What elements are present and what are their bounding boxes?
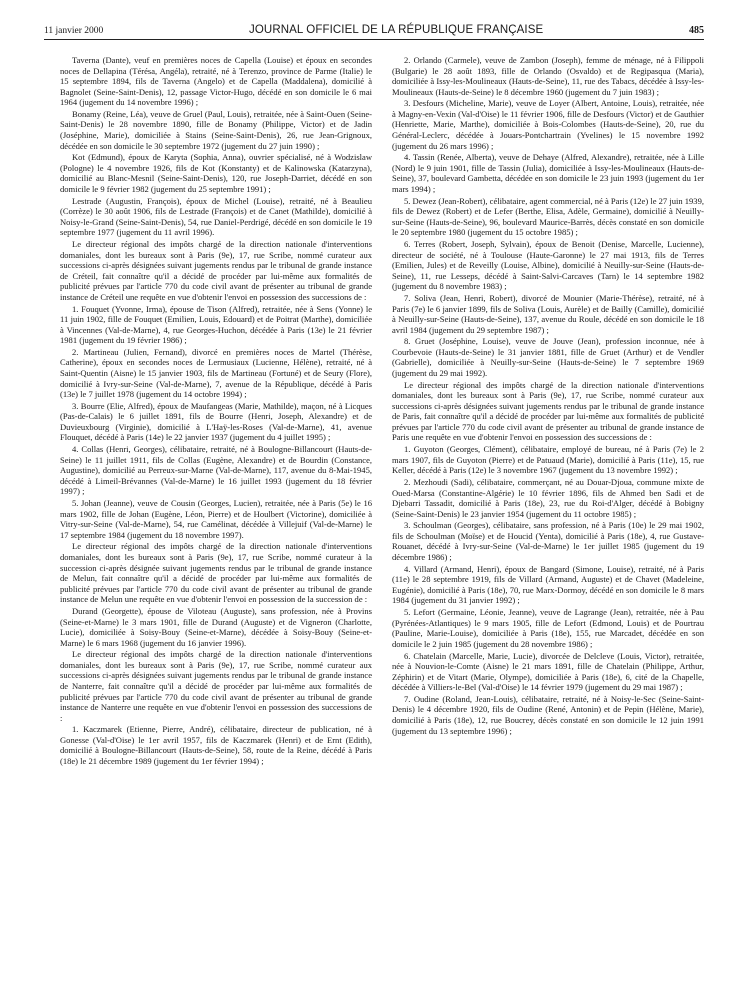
paragraph: Le directeur régional des impôts chargé de la direction nationale d'interventions domaniales, dont les bureaux sont à Paris (9e), 17, rue Scribe, nommé curateur aux successions ci-après désignées suivant jugements rendus par le tribunal de grande instance de Paris, fait connaître qu'il a décidé de procéder par lui-même aux formalités de publicité prévues par l'article 770 du code civil avant de présenter au tribunal de grande instance de Paris une requête en vue d'obtenir l'envoi en possession des successions de : xyxy=(392,379,704,443)
paragraph: 5. Johan (Jeanne), veuve de Cousin (Georges, Lucien), retraitée, née à Paris (5e) le 16 mars 1902, fille de Johan (Eugène, Léon, Pierre) et de Houlbert (Victorine), domiciliée à Vitry-sur-Seine (Val-de-Marne), 54, rue Camélinat, décédée à Villejuif (Val-de-Marne) le 17 septembre 1984 (jugement du 18 novembre 1997). xyxy=(60,498,372,540)
paragraph: Durand (Georgette), épouse de Viloteau (Auguste), sans profession, née à Provins (Seine-et-Marne) le 3 mars 1901, fille de Durand (Auguste) et de Vigneron (Charlotte, Lucie), domiciliée à Soisy-Bouy (Seine-et-Marne), décédée à Soisy-Bouy (Seine-et-Marne) le 6 mars 1968 (jugement du 16 janvier 1996). xyxy=(60,605,372,648)
paragraph: 6. Terres (Robert, Joseph, Sylvain), époux de Benoit (Denise, Marcelle, Lucienne), directeur de société, né à Toulouse (Haute-Garonne) le 27 mai 1913, fils de Terres (Emilien, Jules) et de Reveilly (Louise, Albine), domicilié à Neuilly-sur-Seine (Hauts-de-Seine), 11, rue Lesseps, décédé à Saint-Salvi-Carcaves (Tarn) le 14 septembre 1982 (jugement du 8 novembre 1983) ; xyxy=(392,239,704,292)
paragraph: 1. Fouquet (Yvonne, Irma), épouse de Tison (Alfred), retraitée, née à Sens (Yonne) le 11 juin 1902, fille de Fouquet (Emilien, Louis, Edouard) et de Poitrat (Marthe), domiciliée à Vincennes (Val-de-Marne), 4, rue Georges-Huchon, décédée à Paris (13e) le 21 février 1981 (jugement du 19 février 1986) ; xyxy=(60,303,372,346)
paragraph: Kot (Edmund), époux de Karyta (Sophia, Anna), ouvrier spécialisé, né à Wodzislaw (Pologne) le 4 novembre 1926, fils de Kot (Konstanty) et de Kalinowska (Katarzyna), domicilié au Blanc-Mesnil (Seine-Saint-Denis), 120, rue Joseph-Darriet, décédé en son domicile le 9 février 1982 (jugement du 25 septembre 1991) ; xyxy=(60,152,372,194)
paragraph: 3. Schoulman (Georges), célibataire, sans profession, né à Paris (10e) le 29 mai 1902, fils de Schoulman (Moïse) et de Houcid (Yenta), domicilié à Paris (18e), 4, rue Gustave-Rouanet, décédé à Ivry-sur-Seine (Val-de-Marne) le 1er juillet 1985 (jugement du 19 décembre 1986) ; xyxy=(392,520,704,563)
text-columns xyxy=(60,55,704,980)
paragraph: 6. Chatelain (Marcelle, Marie, Lucie), divorcée de Delcleve (Louis, Victor), retraitée, née à Nouvion-le-Comte (Aisne) le 21 mars 1891, fille de Chatelain (Philippe, Arthur, Zéphirin) et de Vitart (Marie, Olympe), domiciliée à Paris (18e), 6, cité de la Chapelle, décédée à Villiers-le-Bel (Val-d'Oise) le 14 février 1979 (jugement du 29 mai 1987) ; xyxy=(392,650,704,693)
paragraph: 3. Bourre (Elie, Alfred), époux de Maufangeas (Marie, Mathilde), maçon, né à Licques (Pas-de-Calais) le 6 juillet 1891, fils de Bourre (Henri, Joseph, Alexandre) et de Duvieuxbourg (Virginie), domicilié à L'Haÿ-les-Roses (Val-de-Marne), 41, avenue Flouquet, décédé à Paris (14e) le 22 janvier 1937 (jugement du 4 juillet 1995) ; xyxy=(60,400,372,443)
paragraph: Le directeur régional des impôts chargé de la direction nationale d'interventions domaniales, dont les bureaux sont à Paris (9e), 17, rue Scribe, nommé curateur à la succession ci-après désignée suivant jugements rendus par le tribunal de grande instance de Melun, fait connaître qu'il a décidé de procéder par lui-même aux formalités de publicité prévues par l'article 770 du code civil avant de présenter au tribunal de grande instance de Melun une requête en vue d'obtenir l'envoi en possession de la succession de : xyxy=(60,541,372,605)
paragraph: 8. Gruet (Joséphine, Louise), veuve de Jouve (Jean), profession inconnue, née à Courbevoie (Hauts-de-Seine) le 31 janvier 1881, fille de Gruet (Arthur) et de Vendler (Gabrielle), domiciliée à Neuilly-sur-Seine (Hauts-de-Seine) le 7 septembre 1969 (jugement du 29 mai 1992). xyxy=(392,336,704,378)
paragraph: 4. Collas (Henri, Georges), célibataire, retraité, né à Boulogne-Billancourt (Hauts-de-Seine) le 11 juillet 1911, fils de Collas (Eugène, Alexandre) et de Bourdin (Constance, Augustine), domicilié au Perreux-sur-Marne (Val-de-Marne), 117, avenue du 8-Mai-1945, décédé à Limeil-Brévannes (Val-de-Marne) le 16 juillet 1993 (jugement du 18 février 1997) ; xyxy=(60,444,372,497)
paragraph: 2. Orlando (Carmele), veuve de Zambon (Joseph), femme de ménage, né à Filippoli (Bulgarie) le 28 août 1893, fille de Orlando (Osvaldo) et de Regipasqua (Maria), domiciliée à Issy-les-Moulineaux (Hauts-de-Seine), 11, rue des Tabacs, décédée à Issy-les-Moulineaux (Hauts-de-Seine) le 8 décembre 1960 (jugement du 7 juin 1983) ; xyxy=(392,55,704,97)
paragraph: 3. Desfours (Micheline, Marie), veuve de Loyer (Albert, Antoine, Louis), retraitée, née à Magny-en-Vexin (Val-d'Oise) le 11 février 1906, fille de Desfours (Victor) et de Gauthier (Henriette, Marie, Marthe), domiciliée à Bois-Colombes (Hauts-de-Seine), 20, rue du Général-Leclerc, décédée à Jouars-Pontchartrain (Yvelines) le 15 novembre 1992 (jugement du 26 mars 1996) ; xyxy=(392,98,704,151)
page-header xyxy=(44,14,704,40)
left-column xyxy=(60,55,372,980)
paragraph: 2. Mezhoudi (Sadi), célibataire, commerçant, né au Douar-Djoua, commune mixte de Oued-Marsa (Constantine-Algérie) le 10 février 1896, fils de Ahmed ben Sadi et de Djebarri Tassadit, domicilié à Paris (18e), 23, rue du Roi-d'Alger, décédé à Bobigny (Seine-Saint-Denis) le 23 janvier 1954 (jugement du 11 octobre 1985) ; xyxy=(392,477,704,519)
paragraph: 4. Villard (Armand, Henri), époux de Bangard (Simone, Louise), retraité, né à Paris (11e) le 28 septembre 1919, fils de Villard (Armand, Auguste) et de Chavet (Madeleine, Eugénie), domicilié à Paris (18e), 70, rue Marx-Dormoy, décédé en son domicile le 8 mars 1984 (jugement du 31 janvier 1992) ; xyxy=(392,563,704,606)
paragraph: Le directeur régional des impôts chargé de la direction nationale d'interventions domaniales, dont les bureaux sont à Paris (9e), 17, rue Scribe, nommé curateur aux successions ci-après désignées suivant jugements rendus par le tribunal de grande instance de Créteil, fait connaître qu'il a décidé de procéder par lui-même aux formalités de publicité prévues par l'article 770 du code civil avant de présenter au tribunal de grande instance de Créteil une requête en vue d'obtenir l'envoi en possession des successions de : xyxy=(60,239,372,302)
paragraph: 2. Martineau (Julien, Fernand), divorcé en premières noces de Martel (Thérèse, Catherine), époux en secondes noces de Lermusiaux (Lucienne, Hélène), retraité, né à Saint-Quentin (Aisne) le 15 janvier 1903, fils de Martineau (Fortuné) et de Seury (Flore), domicilié à Ivry-sur-Seine (Val-de-Marne), 7, avenue de la République, décédé à Paris (13e) le 7 juillet 1978 (jugement du 14 octobre 1994) ; xyxy=(60,346,372,400)
paragraph: 1. Guyoton (Georges, Clément), célibataire, employé de bureau, né à Paris (7e) le 2 mars 1907, fils de Guyoton (Pierre) et de Patuaud (Marie), domicilié à Paris (11e), 15, rue Keller, décédé à Paris (12e) le 3 novembre 1967 (jugement du 13 novembre 1992) ; xyxy=(392,444,704,476)
page-number: 485 xyxy=(689,25,704,36)
paragraph: Taverna (Dante), veuf en premières noces de Capella (Louise) et époux en secondes noces de Dellapina (Térésa, Angéla), retraité, né à Terenzo, province de Parme (Italie) le 15 septembre 1894, fils de Taverna (Angelo) et de Capella (Maddalena), domicilié à Bagnolet (Seine-Saint-Denis), 12, passage Victor-Hugo, décédé en son domicile le 6 mai 1964 (jugement du 14 novembre 1996) ; xyxy=(60,55,372,108)
paragraph: 5. Dewez (Jean-Robert), célibataire, agent commercial, né à Paris (12e) le 27 juin 1939, fils de Dewez (Robert) et de Lefer (Berthe, Elisa, Adèle, Germaine), domicilié à Neuilly-sur-Seine (Hauts-de-Seine), 96, boulevard Maurice-Barrès, décès constaté en son domicile le 20 septembre 1980 (jugement du 15 octobre 1985) ; xyxy=(392,195,704,238)
paragraph: Lestrade (Augustin, François), époux de Michel (Louise), retraité, né à Beaulieu (Corrèze) le 30 août 1906, fils de Lestrade (François) et de Canet (Mathilde), domicilié à Noisy-le-Grand (Seine-Saint-Denis), 54, rue Daniel-Perdrigé, décédé en son domicile le 19 septembre 1977 (jugement du 11 avril 1996). xyxy=(60,195,372,238)
paragraph: 4. Tassin (Renée, Alberta), veuve de Dehaye (Alfred, Alexandre), retraitée, née à Lille (Nord) le 9 juin 1901, fille de Tassin (Julia), domiciliée à Issy-les-Moulineaux (Hauts-de-Seine), 37, boulevard Gambetta, décédée en son domicile le 23 juin 1993 (jugement du 1er mars 1994) ; xyxy=(392,152,704,194)
paragraph: 5. Lefort (Germaine, Léonie, Jeanne), veuve de Lagrange (Jean), retraitée, née à Pau (Pyrénées-Atlantiques) le 9 mars 1905, fille de Lefort (Edmond, Louis) et de Pourtrau (Pauline, Marie-Louise), domiciliée à Paris (18e), 155, rue Marcadet, décédée en son domicile le 2 juin 1985 (jugement du 28 novembre 1986) ; xyxy=(392,607,704,649)
paragraph: Le directeur régional des impôts chargé de la direction nationale d'interventions domaniales, dont les bureaux sont à Paris (9e), 17, rue Scribe, nommé curateur aux successions ci-après désignées suivant jugements rendus par le tribunal de grande instance de Nanterre, fait connaître qu'il a décidé de procéder par lui-même aux formalités de publicité prévues par l'article 770 du code civil avant de présenter au tribunal de grande instance de Nanterre une requête en vue d'obtenir l'envoi en possession des successions de : xyxy=(60,649,372,723)
journal-title: JOURNAL OFFICIEL DE LA RÉPUBLIQUE FRANÇAISE xyxy=(249,24,544,36)
paragraph: Bonamy (Reine, Léa), veuve de Gruel (Paul, Louis), retraitée, née à Saint-Ouen (Seine-Saint-Denis) le 28 novembre 1890, fille de Bonamy (Philippe, Victor) et de Jadin (Joséphine, Marie), domiciliée à Stains (Seine-Saint-Denis), 26, rue Jean-Grignoux, décédée en son domicile le 30 septembre 1972 (jugement du 27 juin 1990) ; xyxy=(60,108,372,151)
paragraph: 7. Oudine (Roland, Jean-Louis), célibataire, retraité, né à Noisy-le-Sec (Seine-Saint-Denis) le 4 décembre 1920, fils de Oudine (René, Antonin) et de Pepin (Hélène, Marie), domicilié à Paris (18e), 12, rue Boucrey, décès constaté en son domicile le 12 juin 1991 (jugement du 13 septembre 1996) ; xyxy=(392,693,704,736)
right-column xyxy=(392,55,704,980)
paragraph: 7. Soliva (Jean, Henri, Robert), divorcé de Mounier (Marie-Thérèse), retraité, né à Paris (7e) le 6 janvier 1899, fils de Soliva (Louis, Aurèle) et de Bailly (Camille), domicilié à Neuilly-sur-Seine (Hauts-de-Seine), 137, avenue du Roule, décédé en son domicile le 18 avril 1984 (jugement du 29 septembre 1987) ; xyxy=(392,292,704,335)
issue-date: 11 janvier 2000 xyxy=(44,26,104,36)
paragraph: 1. Kaczmarek (Etienne, Pierre, André), célibataire, directeur de publication, né à Gonesse (Val-d'Oise) le 1er avril 1957, fils de Kaczmarek (Henri) et de Ernt (Edith), domicilié à Boulogne-Billancourt (Hauts-de-Seine), 58, route de la Reine, décédé à Paris (18e) le 21 décembre 1989 (jugement du 1er février 1994) ; xyxy=(60,724,372,766)
